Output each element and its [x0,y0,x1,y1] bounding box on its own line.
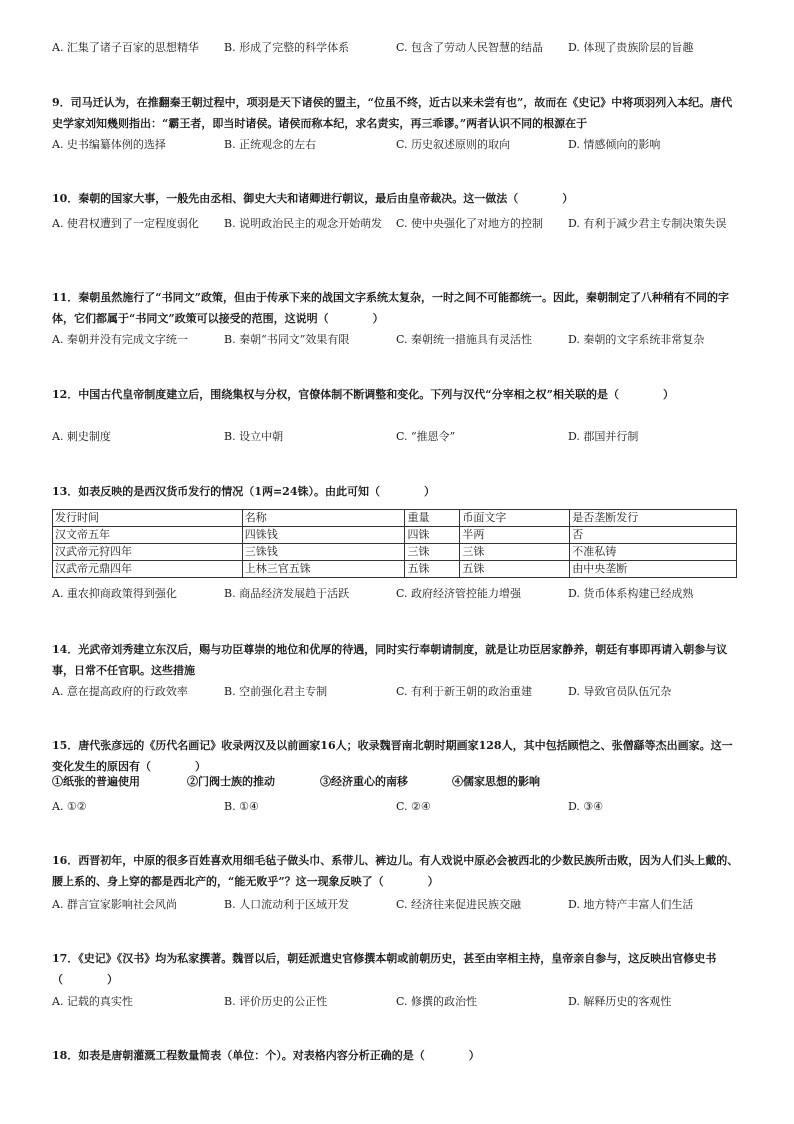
q17-option-a[interactable]: A. 记载的真实性 [52,995,133,1008]
q10-option-c[interactable]: C. 使中央强化了对地方的控制 [396,217,544,230]
table-cell: 三铢钱 [242,544,405,561]
q15-statement-2: ②门阀士族的推动 [187,775,275,788]
q16-option-d[interactable]: D. 地方特产丰富人们生活 [568,898,694,911]
q8-option-a[interactable]: A. 汇集了诸子百家的思想精华 [52,41,199,54]
q8-option-c[interactable]: C. 包含了劳动人民智慧的结晶 [396,41,544,54]
q16-option-c[interactable]: C. 经济往来促进民族交融 [396,898,522,911]
q8-option-d[interactable]: D. 体现了贵族阶层的旨趣 [568,41,694,54]
q15-stem: 15．唐代张彦远的《历代名画记》收录两汉及以前画家16人；收录魏晋南北朝时期画家128人，其中包括顾恺之、张僧繇等杰出画家。这一变化发生的原因有（ ） [52,739,733,773]
table-cell: 不准私铸 [570,544,737,561]
q17-stem: 17．《史记》《汉书》均为私家撰著。魏晋以后，朝廷派遣史官修撰本朝或前朝历史，甚至由宰相主持，皇帝亲自参与，这反映出官修史书（ ） [52,952,717,986]
q10-option-a[interactable]: A. 使君权遭到了一定程度弱化 [52,217,199,230]
q16-option-b[interactable]: B. 人口流动利于区域开发 [224,898,350,911]
table-header-cell: 是否垄断发行 [570,510,737,527]
table-header-cell: 名称 [242,510,405,527]
q14-option-b[interactable]: B. 空前强化君主专制 [224,685,328,698]
q11-option-a[interactable]: A. 秦朝并没有完成文字统一 [52,333,188,346]
q15-statement-1: ①纸张的普遍使用 [52,775,140,788]
table-cell: 四铢钱 [242,527,405,544]
q15-statement-3: ③经济重心的南移 [320,775,408,788]
q16-stem: 16．西晋初年，中原的很多百姓喜欢用细毛毡子做头巾、系带儿、裤边儿。有人戏说中原必会被西北的少数民族所击败，因为人们头上戴的、腰上系的、身上穿的都是西北产的，“能无败乎”？这一现象反映了（ ） [52,854,739,888]
q17-option-b[interactable]: B. 评价历史的公正性 [224,995,328,1008]
q9-option-c[interactable]: C. 历史叙述原则的取向 [396,138,511,151]
q13-option-a[interactable]: A. 重农抑商政策得到强化 [52,587,177,600]
q9-stem: 9．司马迁认为，在推翻秦王朝过程中，项羽是天下诸侯的盟主，“位虽不终，近古以来未尝有也”，故而在《史记》中将项羽列入本纪。唐代史学家刘知幾则指出：“霸王者，即当时诸侯。诸侯而称本纪，求名责实，再三乖谬。”两者认识不同的根源在于 [52,96,733,130]
table-row [53,561,737,578]
table-header-row [53,510,737,527]
table-row [53,527,737,544]
q8-option-b[interactable]: B. 形成了完整的科学体系 [224,41,350,54]
q15-option-b[interactable]: B. ①④ [224,800,259,813]
q17-option-c[interactable]: C. 修撰的政治性 [396,995,478,1008]
q13-option-b[interactable]: B. 商品经济发展趋于活跃 [224,587,350,600]
q10-option-b[interactable]: B. 说明政治民主的观念开始萌发 [224,217,383,230]
table-cell: 上林三官五铢 [242,561,405,578]
table-row [53,544,737,561]
q12-stem: 12．中国古代皇帝制度建立后，围绕集权与分权，官僚体制不断调整和变化。下列与汉代“分宰相之权”相关联的是（ ） [52,388,674,401]
q12-option-d[interactable]: D. 郡国并行制 [568,430,639,443]
q11-option-c[interactable]: C. 秦朝统一措施具有灵活性 [396,333,533,346]
q15-option-c[interactable]: C. ②④ [396,800,431,813]
table-cell: 汉武帝元鼎四年 [53,561,243,578]
table-cell: 三铢 [460,544,570,561]
table-cell: 半两 [460,527,570,544]
q9-option-a[interactable]: A. 史书编纂体例的选择 [52,138,166,151]
q15-option-d[interactable]: D. ③④ [568,800,604,813]
q14-option-a[interactable]: A. 意在提高政府的行政效率 [52,685,188,698]
table-header-cell: 币面文字 [460,510,570,527]
table-cell: 由中央垄断 [570,561,737,578]
q15-option-a[interactable]: A. ①② [52,800,87,813]
q14-stem: 14．光武帝刘秀建立东汉后，赐与功臣尊崇的地位和优厚的待遇，同时实行奉朝请制度，就是让功臣居家静养，朝廷有事即再请入朝参与议事，日常不任官职。这些措施 [52,643,728,677]
q9-option-d[interactable]: D. 情感倾向的影响 [568,138,661,151]
q12-option-b[interactable]: B. 设立中朝 [224,430,284,443]
q9-option-b[interactable]: B. 正统观念的左右 [224,138,317,151]
table-cell: 三铢 [405,544,460,561]
q10-option-d[interactable]: D. 有利于减少君主专制决策失误 [568,217,727,230]
q12-option-a[interactable]: A. 刺史制度 [52,430,111,443]
q15-statement-4: ④儒家思想的影响 [452,775,540,788]
q11-option-b[interactable]: B. 秦朝“书同文”效果有限 [224,333,350,346]
q16-option-a[interactable]: A. 群言宣家影响社会风尚 [52,898,177,911]
table-cell: 五铢 [405,561,460,578]
q11-option-d[interactable]: D. 秦朝的文字系统非常复杂 [568,333,705,346]
q17-option-d[interactable]: D. 解释历史的客观性 [568,995,672,1008]
table-header-cell: 重量 [405,510,460,527]
q14-option-c[interactable]: C. 有利于新王朝的政治重建 [396,685,533,698]
q11-stem: 11．秦朝虽然施行了“书同文”政策，但由于传承下来的战国文字系统太复杂，一时之间不可能都统一。因此，秦朝制定了八种稍有不同的字体，它们都属于“书同文”政策可以接受的范围，这说明（ ） [52,291,729,325]
q12-option-c[interactable]: C. “推恩令” [396,430,456,443]
table-cell: 否 [570,527,737,544]
q14-option-d[interactable]: D. 导致官员队伍冗杂 [568,685,672,698]
table-cell: 汉武帝元狩四年 [53,544,243,561]
q13-option-d[interactable]: D. 货币体系构建已经成熟 [568,587,694,600]
table-cell: 四铢 [405,527,460,544]
table-cell: 五铢 [460,561,570,578]
q13-currency-table [52,509,737,578]
q10-stem: 10．秦朝的国家大事，一般先由丞相、御史大夫和诸卿进行朝议，最后由皇帝裁决。这一做法（ ） [52,192,574,205]
q13-option-c[interactable]: C. 政府经济管控能力增强 [396,587,522,600]
table-cell: 汉文帝五年 [53,527,243,544]
q18-stem: 18．如表是唐朝灌溉工程数量简表（单位：个）。对表格内容分析正确的是（ ） [52,1049,480,1062]
q13-stem: 13．如表反映的是西汉货币发行的情况（1两=24铢）。由此可知（ ） [52,485,435,498]
table-header-cell: 发行时间 [53,510,243,527]
